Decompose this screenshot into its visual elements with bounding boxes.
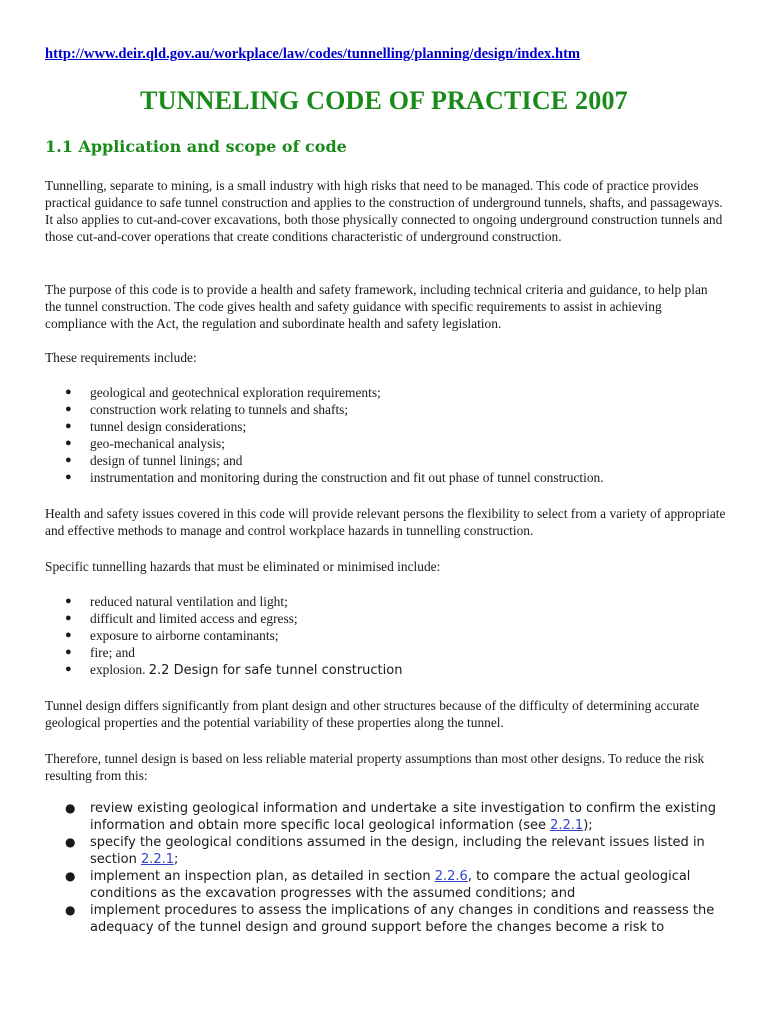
section-link-2-2-6[interactable]: 2.2.6 — [434, 869, 468, 884]
list-item: ● exposure to airborne contaminants; — [65, 628, 279, 643]
list-item: ● implement an inspection plan, as detailed in section 2.2.6, to compare the actual geological conditions as the excavation progresses with the assumed conditions; and — [65, 869, 691, 901]
bullet-icon: ● — [65, 612, 72, 624]
bullet-icon: ● — [65, 595, 72, 607]
list-item: ● design of tunnel linings; and — [65, 453, 243, 468]
bullet-icon: ● — [65, 386, 72, 398]
bullet-icon: ● — [65, 903, 76, 917]
list-item — [65, 661, 726, 678]
paragraph-purpose: The purpose of this code is to provide a health and safety framework, including technical criteria and guidance, to help plan the tunnel construction. The code gives health and safety guidance with specific requirements to assist in achieving compliance with the Act, the regulation and subordinate health and safety legislation. — [45, 282, 708, 331]
paragraph-scope: Tunnelling, separate to mining, is a small industry with high risks that need to be managed. This code of practice provides practical guidance to safe tunnel construction and applies to the construction of underground tunnels, shafts, and passageways. It also applies to cut-and-cover excavations, both those physically connected to ongoing underground construction tunnels and those cut-and-cover operations that create conditions characteristic of underground construction. — [45, 178, 723, 244]
section-heading-2-2: 2.2 Design for safe tunnel construction — [148, 663, 403, 678]
bullet-icon: ● — [65, 454, 72, 466]
document-title: TUNNELING CODE OF PRACTICE 2007 — [140, 86, 628, 115]
bullet-icon: ● — [65, 835, 76, 849]
source-url-link[interactable]: http://www.deir.qld.gov.au/workplace/law/codes/tunnelling/planning/design/index.htm — [45, 46, 581, 62]
bullet-icon: ● — [65, 801, 76, 815]
risk-reduction-list — [45, 800, 726, 936]
bullet-icon: ● — [65, 403, 72, 415]
list-item: ● geological and geotechnical exploration requirements; — [65, 385, 381, 400]
list-item: ● difficult and limited access and egress; — [65, 611, 298, 626]
section-link-2-2-1[interactable]: 2.2.1 — [550, 818, 584, 833]
section-link-2-2-1[interactable]: 2.2.1 — [140, 852, 175, 867]
list-item: ● fire; and — [65, 645, 135, 660]
list-item: ● instrumentation and monitoring during the construction and fit out phase of tunnel construction. — [65, 470, 604, 485]
requirements-list — [45, 384, 726, 486]
paragraph-tunnel-design: Tunnel design differs significantly from plant design and other structures because of the difficulty of determining accurate geological properties and the potential variability of these properties along the tunnel. — [45, 698, 700, 730]
list-item: ● construction work relating to tunnels and shafts; — [65, 402, 349, 417]
list-item: ● implement procedures to assess the implications of any changes in conditions and reassess the adequacy of the tunnel design and ground support before the changes become a risk to — [65, 903, 715, 935]
requirements-intro: These requirements include: — [45, 350, 197, 365]
bullet-icon: ● — [65, 869, 76, 883]
list-item: ● specify the geological conditions assumed in the design, including the relevant issues listed in section 2.2.1; — [65, 835, 705, 867]
bullet-icon: ● — [65, 437, 72, 449]
hazard-explosion: explosion. — [90, 662, 146, 677]
bullet-icon: ● — [65, 471, 72, 483]
paragraph-flexibility: Health and safety issues covered in this code will provide relevant persons the flexibility to select from a variety of appropriate and effective methods to manage and control workplace hazards in tunnelling construction. — [45, 506, 726, 538]
section-heading-1-1: 1.1 Application and scope of code — [45, 137, 347, 156]
list-item: ● reduced natural ventilation and light; — [65, 594, 288, 609]
list-item: ● review existing geological information and undertake a site investigation to confirm the existing information and obtain more specific local geological information (see 2.2.1); — [65, 801, 717, 833]
hazards-list — [45, 593, 726, 678]
list-item: ● geo-mechanical analysis; — [65, 436, 225, 451]
hazards-intro: Specific tunnelling hazards that must be eliminated or minimised include: — [45, 559, 441, 574]
bullet-icon: ● — [65, 646, 72, 658]
bullet-icon: ● — [65, 420, 72, 432]
bullet-icon: ● — [65, 629, 72, 641]
paragraph-reliability: Therefore, tunnel design is based on less reliable material property assumptions than most other designs. To reduce the risk resulting from this: — [45, 751, 705, 783]
list-item: ● tunnel design considerations; — [65, 419, 247, 434]
bullet-icon: ● — [65, 663, 72, 675]
